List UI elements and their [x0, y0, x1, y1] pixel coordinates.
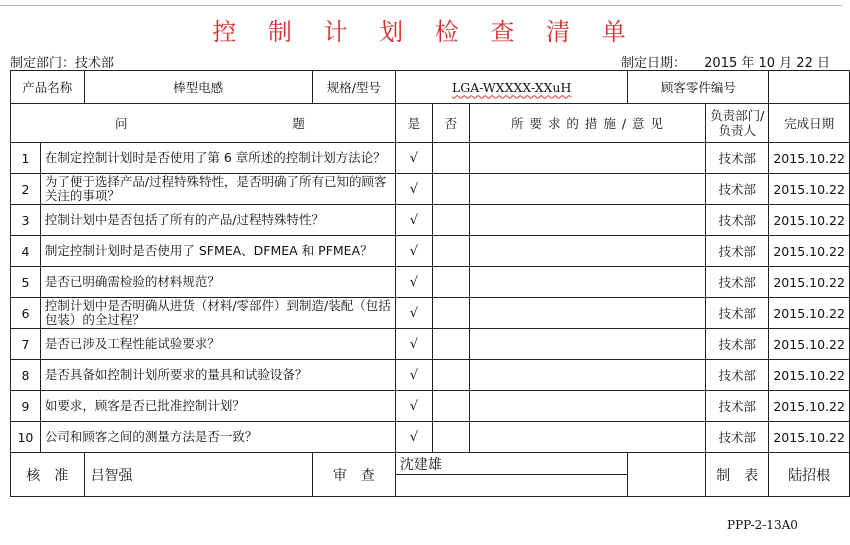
row-date: 2015.10.22	[769, 422, 850, 453]
no-header: 否	[432, 104, 469, 143]
row-measure	[469, 267, 705, 298]
page-title: 控 制 计 划 检 查 清 单	[212, 18, 638, 46]
row-date: 2015.10.22	[769, 205, 850, 236]
row-number: 1	[11, 143, 41, 174]
row-owner: 技术部	[706, 422, 769, 453]
row-question: 控制计划中是否包括了所有的产品/过程特殊特性？	[40, 205, 395, 236]
table-row	[11, 298, 850, 329]
row-number: 5	[11, 267, 41, 298]
row-no-mark	[432, 360, 469, 391]
question-header-b: 题	[292, 116, 305, 131]
question-header	[11, 104, 396, 143]
review-name: 沈建雄	[395, 453, 627, 475]
row-number: 2	[11, 174, 41, 205]
date-value: 2015 年 10 月 22 日	[704, 56, 830, 71]
row-owner: 技术部	[706, 360, 769, 391]
table-row	[11, 360, 850, 391]
question-header-a: 问	[115, 116, 128, 131]
row-yes-mark: √	[395, 422, 432, 453]
product-value: 棒型电感	[84, 71, 312, 104]
row-yes-mark: √	[395, 236, 432, 267]
row-yes-mark: √	[395, 391, 432, 422]
spec-label: 规格/型号	[312, 71, 395, 104]
row-question: 为了便于选择产品/过程特殊特性，是否明确了所有已知的顾客关注的事项？	[40, 174, 395, 205]
row-no-mark	[432, 298, 469, 329]
prepare-name: 陆招根	[769, 453, 850, 497]
owner-header: 负责部门/负责人	[706, 104, 769, 143]
row-owner: 技术部	[706, 298, 769, 329]
row-question: 在制定控制计划时是否使用了第 6 章所述的控制计划方法论？	[40, 143, 395, 174]
top-rule	[0, 5, 842, 6]
row-no-mark	[432, 422, 469, 453]
row-no-mark	[432, 391, 469, 422]
row-date: 2015.10.22	[769, 298, 850, 329]
row-yes-mark: √	[395, 360, 432, 391]
spec-value-text: LGA-WXXXX-XXuH	[451, 79, 572, 95]
approve-name: 吕智强	[84, 453, 312, 497]
table-row	[11, 174, 850, 205]
row-date: 2015.10.22	[769, 143, 850, 174]
row-question: 如要求，顾客是否已批准控制计划？	[40, 391, 395, 422]
review-label: 审 查	[312, 453, 395, 497]
row-measure	[469, 360, 705, 391]
product-label: 产品名称	[11, 71, 85, 104]
row-number: 6	[11, 298, 41, 329]
row-date: 2015.10.22	[769, 391, 850, 422]
row-question: 是否已明确需检验的材料规范？	[40, 267, 395, 298]
row-question: 公司和顾客之间的测量方法是否一致？	[40, 422, 395, 453]
row-yes-mark: √	[395, 143, 432, 174]
signature-blank	[628, 453, 706, 497]
row-number: 7	[11, 329, 41, 360]
prepare-label: 制 表	[706, 453, 769, 497]
spec-value	[395, 71, 627, 104]
approve-label: 核 准	[11, 453, 85, 497]
date-label: 制定日期：	[621, 56, 687, 71]
row-date: 2015.10.22	[769, 329, 850, 360]
row-yes-mark: √	[395, 329, 432, 360]
table-row	[11, 329, 850, 360]
date-block	[621, 52, 830, 71]
table-row	[11, 143, 850, 174]
review-blank	[395, 475, 627, 497]
row-number: 10	[11, 422, 41, 453]
row-no-mark	[432, 143, 469, 174]
row-no-mark	[432, 267, 469, 298]
row-date: 2015.10.22	[769, 360, 850, 391]
row-measure	[469, 143, 705, 174]
row-no-mark	[432, 236, 469, 267]
row-date: 2015.10.22	[769, 236, 850, 267]
row-owner: 技术部	[706, 143, 769, 174]
row-question: 控制计划中是否明确从进货（材料/零部件）到制造/装配（包括包装）的全过程？	[40, 298, 395, 329]
row-number: 9	[11, 391, 41, 422]
row-yes-mark: √	[395, 174, 432, 205]
row-measure	[469, 329, 705, 360]
row-number: 8	[11, 360, 41, 391]
row-question: 制定控制计划时是否使用了 SFMEA、DFMEA 和 PFMEA？	[40, 236, 395, 267]
row-no-mark	[432, 174, 469, 205]
row-owner: 技术部	[706, 205, 769, 236]
table-row	[11, 422, 850, 453]
row-yes-mark: √	[395, 205, 432, 236]
row-owner: 技术部	[706, 236, 769, 267]
row-owner: 技术部	[706, 174, 769, 205]
customer-part-value	[769, 71, 850, 104]
row-no-mark	[432, 329, 469, 360]
row-number: 4	[11, 236, 41, 267]
row-measure	[469, 391, 705, 422]
row-measure	[469, 174, 705, 205]
row-measure	[469, 236, 705, 267]
customer-part-label: 顾客零件编号	[628, 71, 769, 104]
row-no-mark	[432, 205, 469, 236]
table-row	[11, 205, 850, 236]
document-code: PPP-2-13A0	[727, 518, 798, 532]
checklist-table	[10, 70, 850, 497]
row-question: 是否已涉及工程性能试验要求？	[40, 329, 395, 360]
yes-header: 是	[395, 104, 432, 143]
signature-row	[11, 453, 850, 475]
table-row	[11, 236, 850, 267]
row-owner: 技术部	[706, 391, 769, 422]
measures-header: 所 要 求 的 措 施 / 意 见	[469, 104, 705, 143]
table-row	[11, 267, 850, 298]
row-measure	[469, 422, 705, 453]
table-row	[11, 391, 850, 422]
due-date-header: 完成日期	[769, 104, 850, 143]
row-date: 2015.10.22	[769, 267, 850, 298]
header-row	[11, 104, 850, 143]
product-info-row	[11, 71, 850, 104]
row-measure	[469, 298, 705, 329]
row-measure	[469, 205, 705, 236]
row-yes-mark: √	[395, 267, 432, 298]
row-date: 2015.10.22	[769, 174, 850, 205]
row-question: 是否具备如控制计划所要求的量具和试验设备？	[40, 360, 395, 391]
dept-label: 制定部门：技术部	[10, 56, 115, 71]
row-number: 3	[11, 205, 41, 236]
row-yes-mark: √	[395, 298, 432, 329]
row-owner: 技术部	[706, 329, 769, 360]
row-owner: 技术部	[706, 267, 769, 298]
